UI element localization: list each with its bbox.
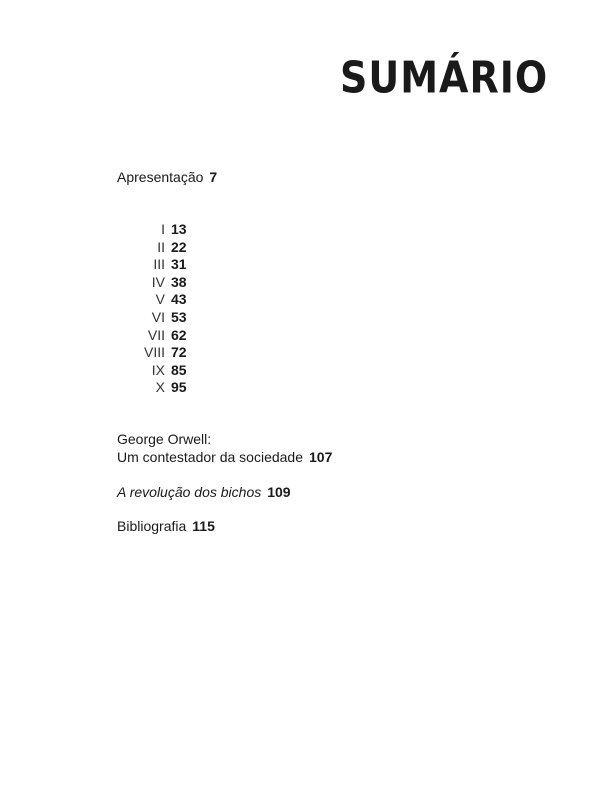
chapter-number: VII	[147, 326, 165, 343]
chapter-number: VIII	[143, 344, 165, 361]
page-title: SUMÁRIO	[340, 52, 549, 103]
chapter-row	[117, 379, 237, 397]
toc-entry-page: 109	[267, 484, 291, 500]
chapter-row	[117, 309, 237, 327]
toc-entry-orwell	[117, 430, 332, 466]
toc-entry-label: Bibliografia	[117, 518, 187, 534]
chapter-page: 62	[171, 326, 187, 343]
chapter-row	[117, 327, 237, 345]
chapter-row	[117, 221, 237, 239]
chapter-row	[117, 274, 237, 292]
chapter-page: 85	[171, 361, 187, 378]
chapter-number: IX	[151, 361, 165, 378]
chapter-page: 13	[171, 221, 187, 237]
toc-entry-label: A revolução dos bichos	[117, 484, 262, 500]
chapter-row	[117, 239, 237, 257]
chapter-page: 95	[171, 379, 187, 396]
chapter-row	[117, 362, 237, 380]
toc-entry-apresentacao	[117, 168, 217, 186]
chapter-row	[117, 344, 237, 362]
toc-entry-label: George Orwell:	[117, 431, 212, 447]
chapter-page: 22	[171, 238, 187, 255]
toc-entry-page: 7	[209, 169, 218, 185]
chapter-row	[117, 256, 237, 274]
toc-entry-revolucao	[117, 483, 291, 501]
chapter-number: IV	[151, 273, 165, 290]
chapter-number: II	[157, 238, 165, 255]
chapter-page: 72	[171, 344, 187, 361]
chapter-number: X	[155, 379, 165, 396]
toc-entry-page: 115	[192, 518, 215, 534]
toc-entry-page: 107	[309, 449, 333, 465]
chapter-list	[117, 221, 237, 397]
toc-entry-label: Apresentação	[117, 169, 204, 185]
toc-entry-label: Um contestador da sociedade	[117, 449, 303, 465]
chapter-number: I	[161, 221, 165, 237]
chapter-page: 43	[171, 291, 187, 308]
chapter-page: 31	[171, 256, 187, 273]
chapter-page: 38	[171, 273, 187, 290]
chapter-number: III	[153, 256, 165, 273]
chapter-number: V	[155, 291, 165, 308]
toc-entry-bibliografia	[117, 517, 215, 535]
chapter-row	[117, 291, 237, 309]
chapter-page: 53	[171, 308, 187, 325]
chapter-number: VI	[151, 308, 165, 325]
